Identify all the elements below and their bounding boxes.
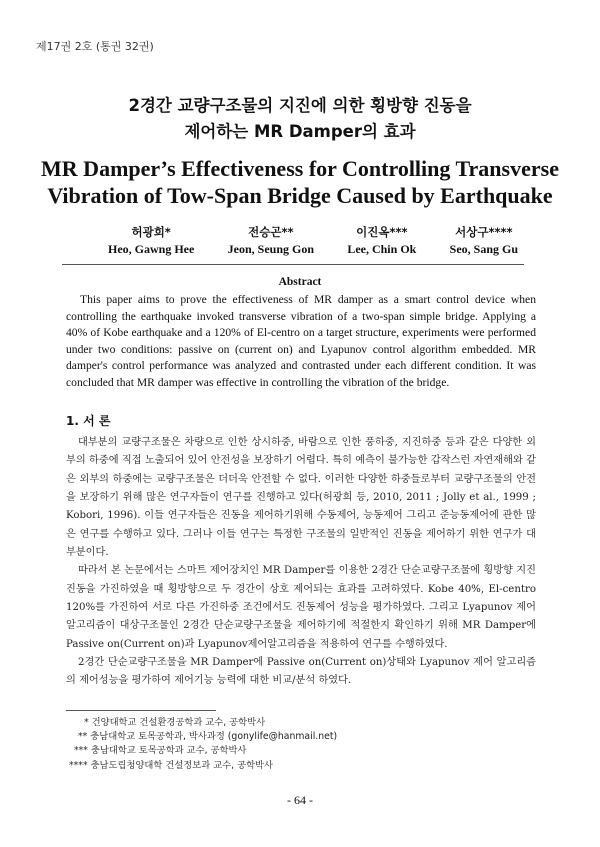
body-paragraph: 2경간 단순교량구조물을 MR Damper에 Passive on(Current on)상태와 Lyapunov 제어 알고리즘의 제어성능을 평가하여 제어기능 능력에 대한 비교/분석 하였다. (66, 657, 536, 687)
body-paragraph: 따라서 본 논문에서는 스마트 제어장치인 MR Damper를 이용한 2경간 단순교량구조물에 횡방향 지진진동을 가진하였을 때 횡방향으로 두 경간이 상호 제어되는 효과를 고려하였다. Kobe 40%, El-centro 120%를 가진하여 서로 다른 가진하중 조건에서도 진동제어 성능을 평가하였다. 그리고 Lyapunov 제어 알고리즘이 대상구조물인 2경간 단순교량구조물을 제어하기에 적절한지 확인하기 위해 MR Damper에 Passive on(Current on)과 Lyapunov제어알고리즘을 적용하여 연구를 수행하였다. (66, 565, 536, 650)
abstract-text: This paper aims to prove the effectiveness of MR damper as a smart control device when controlling the earthquake invoked transverse vibration of a two-span simple bridge. Applying a 40% of Kobe earthquake and a 120% of El-centro on a target structure, experiments were performed under two conditions: passive on (current on) and Lyapunov control algorithm embedded. MR damper's control performance was analyzed and contrasted under each different condition. It was concluded that MR damper was effective in controlling the vibration of the bridge. (66, 293, 536, 389)
page-number: - 64 - (287, 793, 313, 807)
author-english-name: Jeon, Seung Gon (227, 242, 314, 256)
author-english-name: Heo, Gawng Hee (108, 242, 195, 256)
author-2 (228, 224, 314, 258)
journal-volume-header: 제17권 2호 (통권 32권) (36, 40, 154, 53)
author-korean-name: 이진옥*** (356, 225, 408, 239)
author-3 (347, 224, 416, 258)
footnote-divider (66, 710, 216, 711)
body-paragraph: 대부분의 교량구조물은 차량으로 인한 상시하중, 바람으로 인한 풍하중, 지진하중 등과 같은 다양한 외부의 하중에 직접 노출되어 있어 안전성을 보장하기 어렵다. 특히 예측이 불가능한 갑작스런 자연재해와 같은 외부의 하중에는 교량구조물은 더더욱 안전할 수 없다. 이러한 다양한 하중들로부터 교량구조물의 안전을 보장하기 위해 많은 연구자들이 연구를 진행하고 있다(허광희 등, 2010, 2011 ; Jolly et al., 1999 ; Kobori, 1996). 이들 연구자들은 진동을 제어하기위해 수동제어, 능동제어 그리고 준능동제어에 관한 많은 연구를 수행하고 있다. 그러나 이들 연구는 특정한 구조물의 일반적인 진동을 제어하기 위한 연구가 대부분이다. (66, 437, 536, 559)
author-1 (108, 224, 194, 258)
footnote-list (66, 716, 506, 773)
footnote-item: *** 충남대학교 토목공학과 교수, 공학박사 (74, 745, 247, 757)
introduction-body (66, 434, 536, 691)
author-korean-name: 전승곤** (248, 225, 294, 239)
footnote-item: * 건양대학교 건설환경공학과 교수, 공학박사 (84, 717, 266, 728)
abstract-heading: Abstract (278, 276, 322, 288)
korean-title-line2: 제어하는 MR Damper의 효과 (184, 122, 416, 141)
author-english-name: Lee, Chin Ok (347, 242, 417, 256)
author-korean-name: 서상구**** (455, 225, 513, 239)
korean-title-line1: 2경간 교량구조물의 지진에 의한 횡방향 진동을 (128, 96, 472, 115)
author-english-name: Seo, Sang Gu (449, 242, 518, 256)
english-title-line2: Vibration of Tow-Span Bridge Caused by Earthquake (47, 183, 553, 208)
footnote-item: ** 충남대학교 토목공학과, 박사과정 (gonylife@hanmail.net) (78, 731, 338, 743)
english-title-line1: MR Damper’s Effectiveness for Controlling Transverse (41, 156, 559, 181)
author-4 (450, 224, 518, 258)
section-heading-introduction: 1. 서 론 (66, 414, 111, 428)
footnote-item: **** 충남도립청양대학 건설정보과 교수, 공학박사 (69, 759, 274, 771)
title-divider (62, 264, 524, 265)
author-korean-name: 허광희* (131, 225, 171, 239)
author-list (108, 224, 518, 258)
